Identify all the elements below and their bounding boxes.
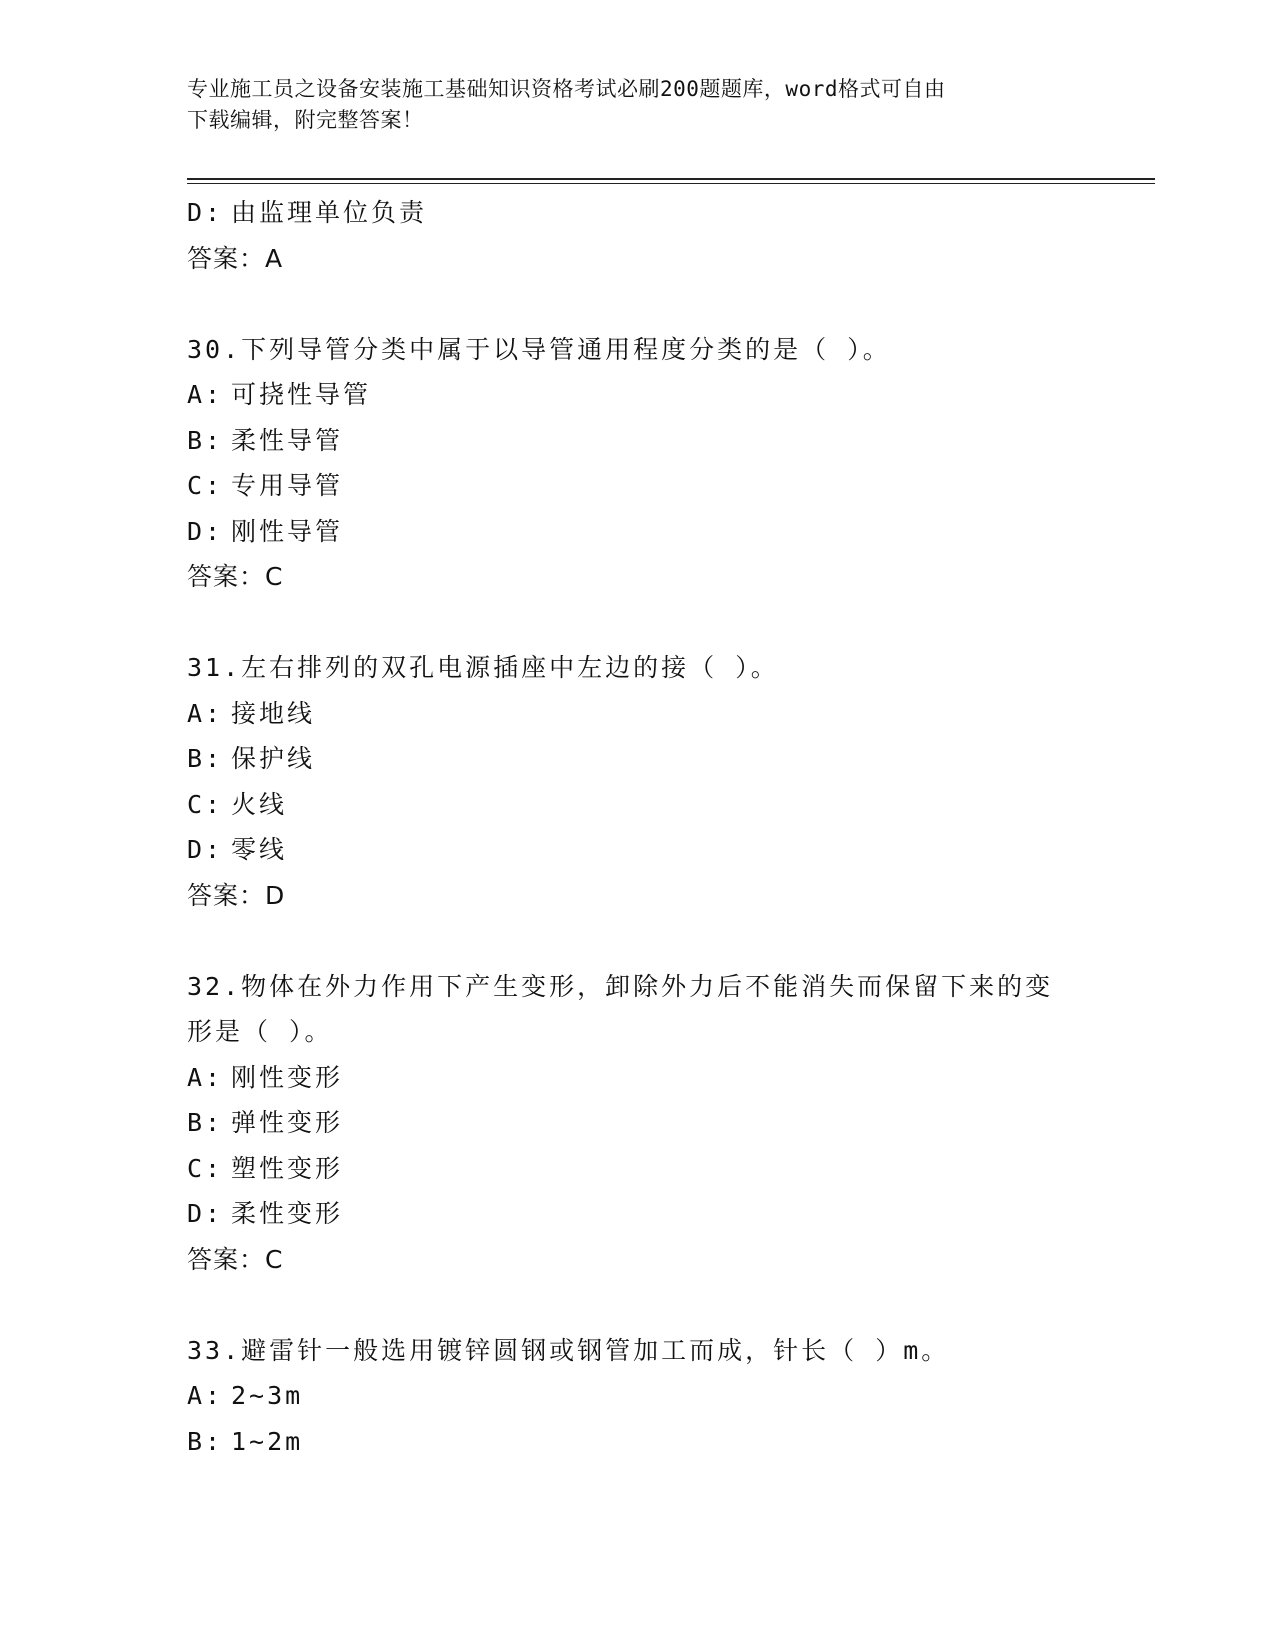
option-key: D: [187,198,224,227]
option-b [187,736,1087,782]
option-b [187,418,1087,464]
option-key: C: [187,1153,224,1183]
header-divider-thin [187,183,1155,184]
option-c [187,1146,1087,1192]
option-key: D: [187,1199,224,1228]
header-line-1: 专业施工员之设备安装施工基础知识资格考试必刷200题题库，word格式可自由 [187,77,946,101]
option-key: D: [187,835,224,864]
answer-line: 答案：C [187,1244,284,1274]
option-key: B: [187,425,224,455]
spacer [187,600,1087,646]
option-key: B: [187,1108,224,1137]
option-d [187,827,1087,873]
option-text: 刚性变形 [231,1062,344,1092]
answer-line: 答案：A [187,243,284,273]
answer-line: 答案：D [187,880,286,910]
option-a [187,1055,1087,1101]
option-key: D: [187,516,224,546]
option-key: A: [187,1062,224,1092]
option-text: 2~3m [231,1381,304,1410]
question-stem-line-2: 形是（ ）。 [187,1017,333,1046]
option-key: C: [187,471,224,500]
option-text: 接地线 [231,698,316,728]
header-line-2: 下载编辑，附完整答案！ [187,108,424,132]
option-a [187,1373,1087,1419]
option-text: 由监理单位负责 [231,198,428,227]
spacer [187,1282,1087,1328]
option-text: 柔性变形 [231,1199,344,1228]
question-stem: 31.左右排列的双孔电源插座中左边的接（ ）。 [187,653,779,682]
option-text: 弹性变形 [231,1108,344,1137]
header-divider-thick [187,178,1155,180]
option-b [187,1100,1087,1146]
option-key: A: [187,698,224,728]
option-d [187,1191,1087,1237]
option-text: 可挠性导管 [231,380,372,409]
option-text: 柔性导管 [231,425,344,455]
spacer [187,918,1087,964]
option-key: C: [187,789,224,819]
option-text: 刚性导管 [231,516,344,546]
question-stem-line-1: 32.物体在外力作用下产生变形，卸除外力后不能消失而保留下来的变 [187,971,1054,1001]
document-header [187,74,1067,136]
option-b [187,1419,1087,1465]
option-key: B: [187,1426,224,1456]
option-c [187,463,1087,509]
option-key: A: [187,380,224,409]
option-text: 保护线 [231,744,316,773]
option-text: 1~2m [231,1426,304,1456]
option-key: A: [187,1381,224,1410]
option-d [187,509,1087,555]
question-stem: 33.避雷针一般选用镀锌圆钢或钢管加工而成，针长（ ）m。 [187,1335,950,1365]
question-stem: 30.下列导管分类中属于以导管通用程度分类的是（ ）。 [187,334,891,364]
option-key: B: [187,744,224,773]
option-a [187,372,1087,418]
question-list [187,190,1087,1464]
option-text: 塑性变形 [231,1153,344,1183]
option-text: 零线 [231,835,288,864]
spacer [187,281,1087,327]
option-text: 专用导管 [231,471,344,500]
option-c [187,782,1087,828]
option-text: 火线 [231,789,288,819]
answer-line: 答案：C [187,562,284,591]
option-d [187,190,1087,236]
option-a [187,691,1087,737]
